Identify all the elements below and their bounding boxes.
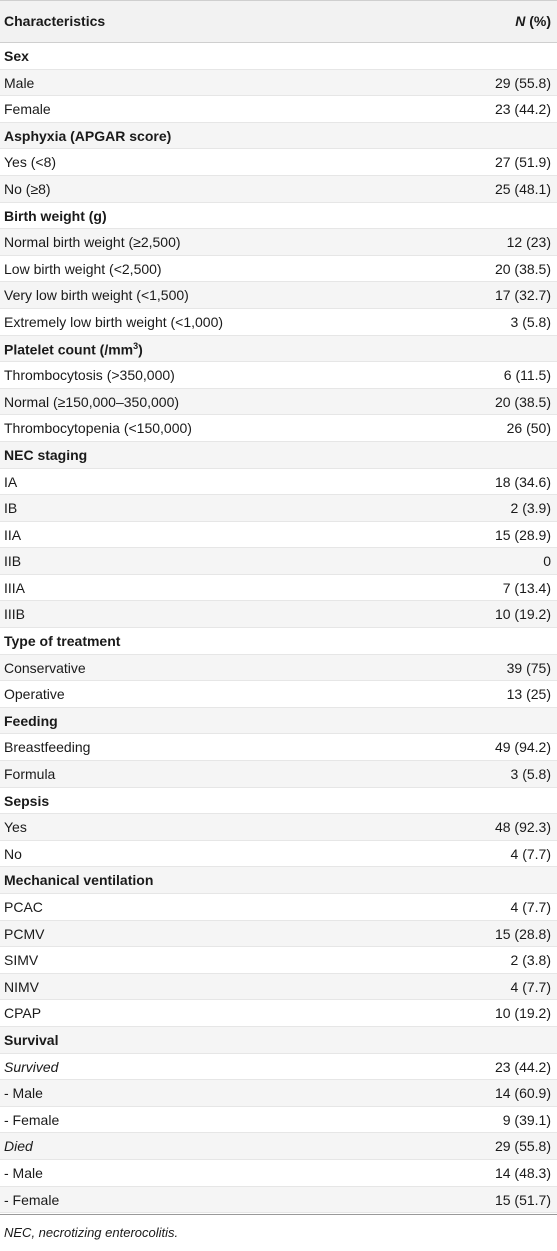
row-label: PCAC bbox=[4, 899, 43, 915]
row-label: Feeding bbox=[4, 712, 58, 729]
row-value: 3 (5.8) bbox=[510, 313, 551, 330]
row-label: Type of treatment bbox=[4, 633, 121, 650]
header-percent: (%) bbox=[525, 13, 551, 29]
table-header bbox=[0, 0, 557, 43]
row-label: No bbox=[4, 845, 22, 862]
header-n-percent bbox=[515, 13, 551, 29]
section-header-row bbox=[0, 442, 557, 469]
row-value: 6 (11.5) bbox=[503, 367, 551, 384]
row-label: Sex bbox=[4, 48, 29, 64]
table-row bbox=[0, 309, 557, 336]
row-value: 18 (34.6) bbox=[494, 473, 551, 490]
section-header-row bbox=[0, 336, 557, 363]
row-label: - Male bbox=[4, 1164, 43, 1181]
table-row bbox=[0, 495, 557, 522]
row-label: Formula bbox=[4, 766, 56, 783]
table-row bbox=[0, 1107, 557, 1134]
section-header-row bbox=[0, 788, 557, 815]
row-label: Normal (≥150,000–350,000) bbox=[4, 393, 180, 410]
section-header-row bbox=[0, 203, 557, 230]
section-header-row bbox=[0, 43, 557, 70]
row-value: 4 (7.7) bbox=[510, 978, 551, 995]
row-label: NIMV bbox=[4, 978, 39, 995]
row-label: Thrombocytopenia (<150,000) bbox=[4, 420, 192, 437]
row-label: Thrombocytosis (>350,000) bbox=[4, 367, 175, 384]
header-n: N bbox=[515, 13, 526, 29]
row-label: Very low birth weight (<1,500) bbox=[4, 287, 189, 304]
row-label: IIA bbox=[4, 526, 22, 543]
table-row bbox=[0, 601, 557, 628]
row-label: IB bbox=[4, 500, 18, 517]
row-value: 29 (55.8) bbox=[494, 1138, 551, 1155]
row-label: Male bbox=[4, 74, 35, 91]
table-row bbox=[0, 282, 557, 309]
table-row bbox=[0, 70, 557, 97]
table-row bbox=[0, 362, 557, 389]
row-label bbox=[4, 341, 143, 358]
row-label: IIIB bbox=[4, 606, 26, 623]
row-value: 15 (28.9) bbox=[494, 526, 551, 543]
row-value: 12 (23) bbox=[506, 234, 551, 251]
table-row bbox=[0, 522, 557, 549]
row-label: Birth weight (g) bbox=[4, 207, 107, 224]
table-row bbox=[0, 894, 557, 921]
section-header-row bbox=[0, 628, 557, 655]
section-header-row bbox=[0, 1027, 557, 1054]
row-label: Breastfeeding bbox=[4, 739, 91, 756]
table-row bbox=[0, 1080, 557, 1107]
row-value: 17 (32.7) bbox=[494, 287, 551, 304]
row-value: 10 (19.2) bbox=[494, 606, 551, 623]
table-row bbox=[0, 1133, 557, 1160]
row-label: No (≥8) bbox=[4, 180, 51, 197]
table-row bbox=[0, 814, 557, 841]
section-header-row bbox=[0, 123, 557, 150]
row-value: 7 (13.4) bbox=[502, 579, 551, 596]
row-label-text: Platelet count (/mm bbox=[4, 341, 134, 358]
row-label: IIB bbox=[4, 553, 22, 570]
row-label: Female bbox=[4, 101, 51, 118]
table-row bbox=[0, 734, 557, 761]
section-header-row bbox=[0, 867, 557, 894]
header-characteristics: Characteristics bbox=[4, 13, 106, 29]
table-row bbox=[0, 1000, 557, 1027]
row-value: 2 (3.8) bbox=[510, 952, 551, 969]
table-body bbox=[0, 43, 557, 1213]
row-label: Died bbox=[4, 1138, 33, 1155]
row-value: 26 (50) bbox=[506, 420, 551, 437]
table-row bbox=[0, 841, 557, 868]
row-label: NEC staging bbox=[4, 446, 88, 463]
row-label-superscript: 3 bbox=[133, 340, 139, 351]
row-label: Asphyxia (APGAR score) bbox=[4, 127, 172, 144]
table-row bbox=[0, 761, 557, 788]
row-value: 29 (55.8) bbox=[494, 74, 551, 91]
table-bottom-rule bbox=[0, 1214, 557, 1215]
row-label: CPAP bbox=[4, 1005, 42, 1022]
row-label: SIMV bbox=[4, 952, 39, 969]
row-value: 14 (48.3) bbox=[494, 1164, 551, 1181]
row-value: 27 (51.9) bbox=[494, 154, 551, 171]
table-row bbox=[0, 256, 557, 283]
row-value: 23 (44.2) bbox=[494, 101, 551, 118]
row-value: 15 (28.8) bbox=[494, 925, 551, 942]
row-value: 4 (7.7) bbox=[510, 899, 551, 915]
row-value: 23 (44.2) bbox=[494, 1058, 551, 1075]
section-header-row bbox=[0, 708, 557, 735]
row-value: 25 (48.1) bbox=[494, 180, 551, 197]
row-value: 13 (25) bbox=[506, 686, 551, 703]
row-label: IIIA bbox=[4, 579, 26, 596]
row-label: Survived bbox=[4, 1058, 59, 1075]
table-footnote: NEC, necrotizing enterocolitis. bbox=[4, 1225, 179, 1240]
row-value: 10 (19.2) bbox=[494, 1005, 551, 1022]
table-row bbox=[0, 229, 557, 256]
row-label: - Female bbox=[4, 1111, 60, 1128]
row-label: Low birth weight (<2,500) bbox=[4, 260, 162, 277]
table-row bbox=[0, 921, 557, 948]
table-row bbox=[0, 1160, 557, 1187]
table-row bbox=[0, 415, 557, 442]
row-value: 49 (94.2) bbox=[494, 739, 551, 756]
row-label: Normal birth weight (≥2,500) bbox=[4, 234, 181, 251]
row-value: 15 (51.7) bbox=[494, 1191, 551, 1208]
table-row bbox=[0, 469, 557, 496]
table-row bbox=[0, 176, 557, 203]
row-label: Yes (<8) bbox=[4, 154, 57, 171]
table-row bbox=[0, 655, 557, 682]
row-value: 9 (39.1) bbox=[502, 1111, 551, 1128]
row-label: Survival bbox=[4, 1031, 59, 1048]
row-value: 48 (92.3) bbox=[494, 819, 551, 836]
row-value: 2 (3.9) bbox=[510, 500, 551, 517]
row-label: - Male bbox=[4, 1085, 43, 1102]
row-value: 39 (75) bbox=[506, 659, 551, 676]
row-value: 20 (38.5) bbox=[494, 260, 551, 277]
table-row bbox=[0, 681, 557, 708]
row-label: Operative bbox=[4, 686, 65, 703]
row-label: PCMV bbox=[4, 925, 45, 942]
row-label-end: ) bbox=[138, 341, 143, 358]
row-value: 14 (60.9) bbox=[494, 1085, 551, 1102]
row-value: 4 (7.7) bbox=[510, 845, 551, 862]
table-row bbox=[0, 575, 557, 602]
row-value: 0 bbox=[543, 553, 551, 570]
row-value: 3 (5.8) bbox=[510, 766, 551, 783]
row-label: Conservative bbox=[4, 659, 86, 676]
table-row bbox=[0, 149, 557, 176]
row-value: 20 (38.5) bbox=[494, 393, 551, 410]
row-label: Mechanical ventilation bbox=[4, 872, 154, 889]
table-row bbox=[0, 548, 557, 575]
row-label: Extremely low birth weight (<1,000) bbox=[4, 313, 224, 330]
row-label: - Female bbox=[4, 1191, 60, 1208]
table-row bbox=[0, 974, 557, 1001]
row-label: Sepsis bbox=[4, 792, 50, 809]
table-row bbox=[0, 389, 557, 416]
table-row bbox=[0, 96, 557, 123]
table-row bbox=[0, 1187, 557, 1214]
row-label: IA bbox=[4, 473, 18, 490]
row-label: Yes bbox=[4, 819, 27, 836]
table-row bbox=[0, 1054, 557, 1081]
table-row bbox=[0, 947, 557, 974]
